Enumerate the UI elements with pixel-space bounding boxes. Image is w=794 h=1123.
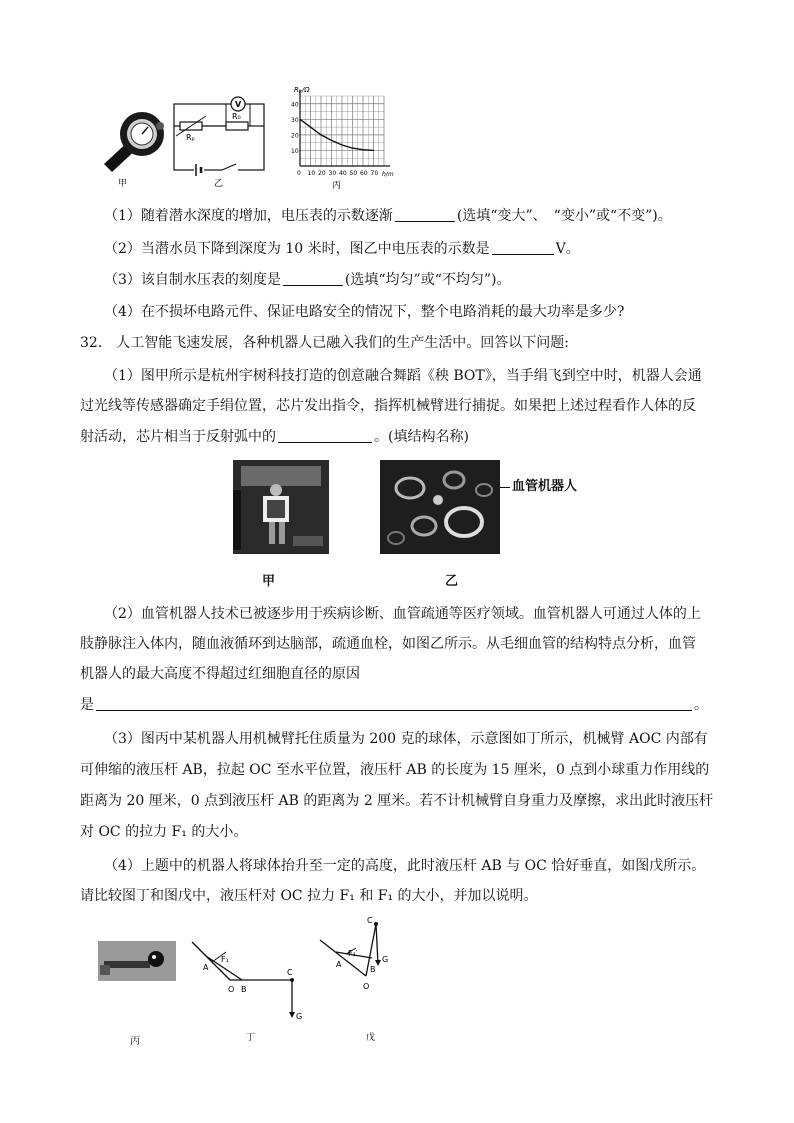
- answer-blank-2[interactable]: [492, 240, 554, 255]
- label-g-wu: G: [382, 955, 389, 964]
- q32-p1-line3: 射活动，芯片相当于反射弧中的 。(填结构名称): [80, 429, 469, 445]
- q31-part1: （1）随着潜水深度的增加，电压表的示数逐渐 (选填“变大”、 “变小”或“不变”)。: [104, 208, 672, 224]
- graph-ylabel: Rₚ/Ω: [294, 86, 310, 94]
- label-c-ding: C: [287, 968, 293, 977]
- rp-curve-point: [341, 144, 342, 145]
- fig-wu-caption: 戊: [366, 1033, 376, 1043]
- dance-robot-photo: [233, 460, 329, 554]
- x-tick-label: 10: [307, 170, 316, 177]
- q32-p1-line2: 过光线等传感器确定手绢位置，芯片发出指令，指挥机械臂进行捕捉。如果把上述过程看作人体的反: [80, 398, 696, 414]
- q32-p2-line3: 机器人的最大高度不得超过红细胞直径的原因: [80, 666, 360, 682]
- answer-blank-1[interactable]: [395, 207, 455, 222]
- rp-depth-graph: [291, 90, 390, 177]
- r0-label: R₀: [232, 112, 241, 121]
- q32-p4-line1: （4）上题中的机器人将球体抬升至一定的高度，此时液压杆 AB 与 OC 恰好垂直，如图戊所示。: [104, 858, 706, 874]
- y-tick-label: 30: [291, 116, 299, 124]
- x-tick-label: 20: [318, 170, 326, 177]
- label-f1p-wu: F₁′: [348, 949, 358, 958]
- label-o-wu: O: [363, 982, 370, 991]
- rp-label: Rₚ: [186, 133, 195, 142]
- arm-diagram-ding: [192, 942, 292, 1016]
- r0-resistor: [226, 122, 248, 130]
- x-tick-label: 70: [370, 170, 379, 177]
- x-tick-label: 50: [349, 170, 358, 177]
- label-b-ding: B: [241, 985, 247, 994]
- robot-arm-ball-photo: [98, 941, 176, 981]
- q32-p3-line1: （3）图丙中某机器人用机械臂托住质量为 200 克的球体，示意图如丁所示，机械臂 AOC 内部有: [104, 731, 708, 747]
- q32-intro: 32. 人工智能飞速发展，各种机器人已融入我们的生产生活中。回答以下问题:: [80, 335, 569, 351]
- label-o-ding: O: [228, 985, 235, 994]
- g-arrowhead-wu: [375, 960, 381, 966]
- g-arrowhead-ding: [289, 1012, 295, 1018]
- top-figure: [90, 82, 420, 192]
- x-tick-label: 0: [297, 170, 301, 177]
- label-c-wu: C: [367, 916, 373, 925]
- q32-p2-line2: 肢静脉注入体内，随血液循环到达脑部，疏通血栓，如图乙所示。从毛细血管的结构特点分析，血管: [80, 636, 696, 652]
- x-tick-label: 30: [328, 170, 337, 177]
- graph-xlabel: h/m: [382, 171, 394, 178]
- blood-vessel-robot-label: 血管机器人: [512, 479, 578, 494]
- photo-jia-caption: 甲: [262, 574, 276, 589]
- q32-p4-line2: 请比较图丁和图戊中，液压杆对 OC 拉力 F₁ 和 F₁ 的大小，并加以说明。: [80, 888, 538, 904]
- y-tick-label: 40: [291, 101, 299, 109]
- q31-part4: （4）在不损坏电路元件、保证电路安全的情况下，整个电路消耗的最大功率是多少?: [104, 304, 625, 320]
- blood-vessel-robot-photo: [380, 460, 500, 554]
- fig-yi-caption: 乙: [214, 179, 224, 189]
- rp-curve-point: [352, 148, 353, 149]
- q32-p3-line2: 可伸缩的液压杆 AB，拉起 OC 至水平位置，液压杆 AB 的长度为 15 厘米，0 点到小球重力作用线的: [80, 762, 710, 778]
- point-c-wu: [374, 922, 378, 926]
- fig-bing-bottom-caption: 丙: [130, 1036, 140, 1047]
- rp-curve-point: [373, 150, 374, 151]
- rp-curve-point: [310, 127, 311, 128]
- x-tick-label: 40: [339, 170, 347, 177]
- x-tick-label: 60: [360, 170, 368, 177]
- depth-gauge-illustration: [104, 112, 164, 172]
- rp-curve-point: [362, 149, 363, 150]
- q32-p2-line4: 是 。: [80, 697, 708, 713]
- point-c-ding: [290, 978, 294, 982]
- label-a-wu: A: [336, 960, 342, 969]
- label-b-wu: B: [370, 965, 376, 974]
- q31-part2: （2）当潜水员下降到深度为 10 米时，图乙中电压表的示数是 V。: [104, 241, 580, 257]
- fig-bing-caption: 丙: [332, 181, 342, 191]
- q32-p3-line4: 对 OC 的拉力 F₁ 的大小。: [80, 824, 248, 840]
- rp-curve-point: [299, 119, 300, 120]
- label-a-ding: A: [203, 963, 209, 972]
- y-tick-label: 10: [291, 147, 299, 155]
- bottom-figure: [186, 912, 406, 1044]
- label-g-ding: G: [296, 1012, 303, 1021]
- y-tick-label: 20: [291, 132, 299, 140]
- fig-ding-caption: 丁: [246, 1033, 256, 1043]
- rp-curve-point: [320, 134, 321, 135]
- robot-label-pointer: [500, 487, 510, 488]
- q32-p2-line1: （2）血管机器人技术已被逐步用于疾病诊断、血管疏通等医疗领域。血管机器人可通过人体的上: [104, 606, 701, 622]
- fig-jia-caption: 甲: [118, 179, 128, 189]
- q32-p3-line3: 距离为 20 厘米，0 点到液压杆 AB 的距离为 2 厘米。若不计机械臂自身重力及摩擦，求出此时液压杆: [80, 793, 714, 809]
- label-f1-ding: F₁: [221, 955, 229, 964]
- answer-blank-5[interactable]: [96, 696, 692, 711]
- photo-yi-caption: 乙: [445, 574, 459, 589]
- rp-curve-point: [331, 140, 332, 141]
- answer-blank-4[interactable]: [278, 428, 372, 443]
- answer-blank-3[interactable]: [283, 271, 343, 286]
- voltmeter-label: V: [235, 100, 242, 109]
- q31-part3: （3）该自制水压表的刻度是 (选填“均匀”或“不均匀”)。: [104, 272, 511, 288]
- q32-p1-line1: （1）图甲所示是杭州宇树科技打造的创意融合舞蹈《秧 BOT》，当手绢飞到空中时，机器人会通: [104, 368, 702, 384]
